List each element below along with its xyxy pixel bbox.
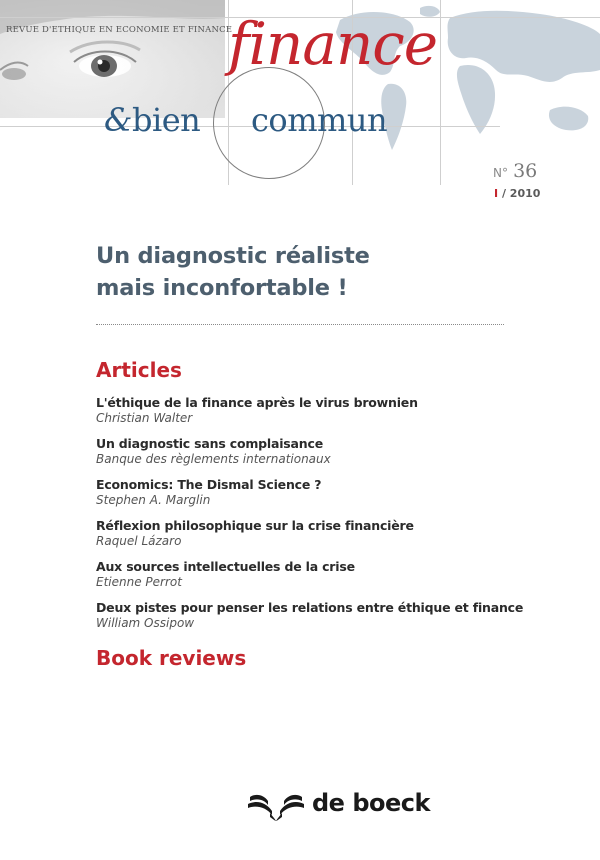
logo-commun-word: commun — [251, 101, 388, 139]
article-author: Banque des règlements internationaux — [96, 452, 331, 466]
logo-bien-text: bien — [131, 101, 201, 139]
article-author: William Ossipow — [96, 616, 195, 630]
publisher-name: de boeck — [312, 789, 430, 817]
cover-headline — [96, 240, 370, 304]
article-title: Deux pistes pour penser les relations entre éthique et finance — [96, 600, 524, 615]
guide-line — [440, 0, 441, 185]
articles-heading: Articles — [96, 358, 182, 382]
article-title: L'éthique de la finance après le virus brownien — [96, 395, 418, 410]
headline-line-1: Un diagnostic réaliste — [96, 243, 370, 269]
article-title: Economics: The Dismal Science ? — [96, 477, 322, 492]
article-title: Aux sources intellectuelles de la crise — [96, 559, 355, 574]
article-author: Stephen A. Marglin — [96, 493, 211, 507]
article-title: Réflexion philosophique sur la crise financière — [96, 518, 414, 533]
issue-label: N° — [493, 166, 508, 180]
issue-number-value: 36 — [513, 160, 538, 182]
issue-number — [493, 160, 537, 182]
issue-period: I — [494, 187, 499, 200]
logo-finance-word: finance — [228, 10, 438, 78]
article-title: Un diagnostic sans complaisance — [96, 436, 323, 451]
logo-ampersand: & — [104, 101, 132, 139]
book-pages-logo-icon — [248, 791, 304, 821]
article-item — [96, 600, 523, 641]
article-author: Raquel Lázaro — [96, 534, 182, 548]
dotted-divider — [96, 324, 504, 325]
article-item — [96, 395, 523, 436]
article-item — [96, 518, 523, 559]
issue-year: / 2010 — [501, 187, 541, 200]
article-item — [96, 436, 523, 477]
issue-date — [494, 187, 540, 200]
journal-kicker: REVUE D'ETHIQUE EN ECONOMIE ET FINANCE — [6, 25, 233, 35]
headline-line-2: mais inconfortable ! — [96, 275, 348, 301]
article-author: Christian Walter — [96, 411, 193, 425]
article-item — [96, 477, 523, 518]
logo-bien-word — [104, 101, 200, 139]
article-author: Etienne Perrot — [96, 575, 182, 589]
article-item — [96, 559, 523, 600]
article-list — [96, 395, 523, 641]
book-reviews-heading: Book reviews — [96, 646, 247, 670]
